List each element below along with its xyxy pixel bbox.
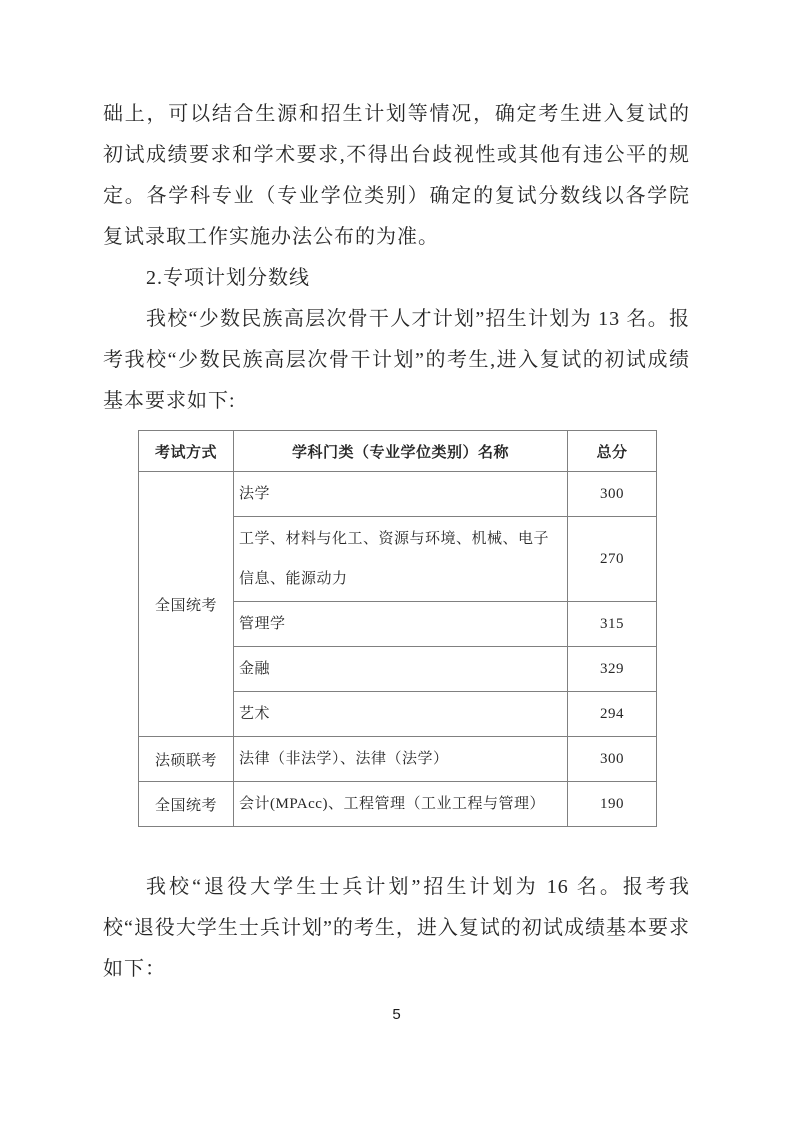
section-heading-special-plan: 2.专项计划分数线 <box>146 267 310 289</box>
subject-cell: 工学、材料与化工、资源与环境、机械、电子信息、能源动力 <box>234 517 568 602</box>
subject-cell: 金融 <box>234 647 568 692</box>
score-cell: 300 <box>568 737 657 782</box>
subject-cell: 艺术 <box>234 692 568 737</box>
header-exam-method: 考试方式 <box>139 431 234 472</box>
page-number: 5 <box>392 1006 401 1023</box>
subject-cell: 会计(MPAcc)、工程管理（工业工程与管理） <box>234 782 568 827</box>
exam-method-cell: 全国统考 <box>139 472 234 737</box>
table-row <box>139 737 657 782</box>
body-paragraph-minority-plan: 我校“少数民族高层次骨干人才计划”招生计划为 13 名。报考我校“少数民族高层次骨干计划”的考生,进入复试的初试成绩基本要求如下: <box>103 308 690 412</box>
header-total-score: 总分 <box>568 431 657 472</box>
body-paragraph-veteran-plan: 我校“退役大学生士兵计划”招生计划为 16 名。报考我校“退役大学生士兵计划”的考生，进入复试的初试成绩基本要求如下： <box>103 876 690 980</box>
body-paragraph-1: 础上，可以结合生源和招生计划等情况，确定考生进入复试的初试成绩要求和学术要求,不得出台歧视性或其他有违公平的规定。各学科专业（专业学位类别）确定的复试分数线以各学院复试录取工作实施办法公布的为准。 <box>103 103 690 248</box>
table-row <box>139 472 657 517</box>
table-row <box>139 782 657 827</box>
header-subject-category: 学科门类（专业学位类别）名称 <box>234 431 568 472</box>
score-cell: 294 <box>568 692 657 737</box>
score-line-table <box>138 430 657 827</box>
score-cell: 190 <box>568 782 657 827</box>
exam-method-cell: 全国统考 <box>139 782 234 827</box>
exam-method-cell: 法硕联考 <box>139 737 234 782</box>
subject-cell: 管理学 <box>234 602 568 647</box>
score-cell: 329 <box>568 647 657 692</box>
subject-cell: 法律（非法学）、法律（法学） <box>234 737 568 782</box>
score-cell: 270 <box>568 517 657 602</box>
score-cell: 300 <box>568 472 657 517</box>
score-cell: 315 <box>568 602 657 647</box>
subject-cell: 法学 <box>234 472 568 517</box>
score-table-container <box>138 430 690 827</box>
document-body <box>103 94 690 990</box>
table-header-row <box>139 431 657 472</box>
